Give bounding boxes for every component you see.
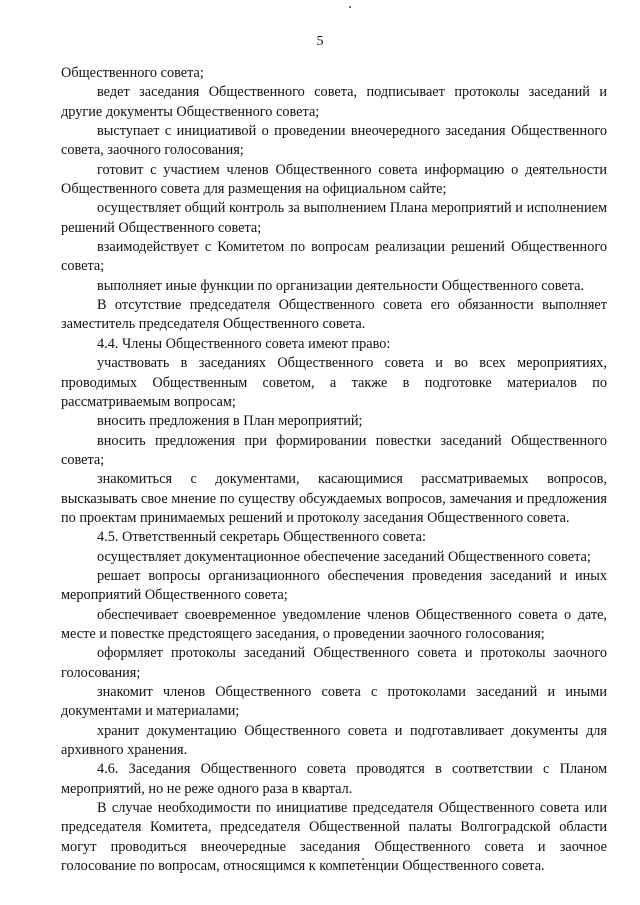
paragraph: 4.6. Заседания Общественного совета проводятся в соответствии с Планом мероприятий, но не реже одного раза в квартал. <box>61 761 607 797</box>
paragraph: вносить предложения при формировании повестки заседаний Общественного совета; <box>61 432 607 468</box>
paragraph: решает вопросы организационного обеспечения проведения заседаний и иных мероприятий Общественного совета; <box>61 567 607 604</box>
paragraph: выполняет иные функции по организации деятельности Общественного совета. <box>97 277 585 294</box>
scan-speck <box>349 6 351 8</box>
paragraph: В случае необходимости по инициативе председателя Общественного совета или председателя Комитета, председателя Общественной палаты Волгоградской области могут проводиться внеочередные заседания Общественного совета и заочное голосование по вопросам, относящимся к компетенции Общественного совета. <box>61 800 607 875</box>
paragraph: ведет заседания Общественного совета, подписывает протоколы заседаний и другие документы Общественного совета; <box>61 84 607 120</box>
paragraph: оформляет протоколы заседаний Общественного совета и протоколы заочного голосования; <box>61 645 607 681</box>
paragraph: Общественного совета; <box>61 65 204 81</box>
page-number: 5 <box>316 34 324 49</box>
paragraph: обеспечивает своевременное уведомление членов Общественного совета о дате, месте и повестке предстоящего заседания, о проведении заочного голосования; <box>61 606 607 642</box>
paragraph: готовит с участием членов Общественного совета информацию о деятельности Общественного совета для размещения на официальном сайте; <box>61 161 607 198</box>
paragraph: взаимодействует с Комитетом по вопросам реализации решений Общественного совета; <box>61 239 607 275</box>
paragraph: выступает с инициативой о проведении внеочередного заседания Общественного совета, заочного голосования; <box>61 123 607 159</box>
document-body <box>61 64 607 876</box>
section-heading: 4.5. Ответственный секретарь Общественного совета: <box>97 529 426 546</box>
paragraph: знакомит членов Общественного совета с протоколами заседаний и иными документами и материалами; <box>61 684 607 720</box>
paragraph: В отсутствие председателя Общественного совета его обязанности выполняет заместитель председателя Общественного совета. <box>61 297 607 333</box>
paragraph: вносить предложения в План мероприятий; <box>97 413 363 430</box>
paragraph: осуществляет общий контроль за выполнением Плана мероприятий и исполнением решений Общественного совета; <box>61 200 607 236</box>
paragraph: хранит документацию Общественного совета и подготавливает документы для архивного хранения. <box>61 722 607 759</box>
paragraph: знакомиться с документами, касающимися рассматриваемых вопросов, высказывать свое мнение по существу обсуждаемых вопросов, замечания и предложения по проектам принимаемых решений и протоколу заседания Общественного совета. <box>61 471 607 526</box>
section-heading: 4.4. Члены Общественного совета имеют право: <box>97 335 391 352</box>
paragraph: осуществляет документационное обеспечение заседаний Общественного совета; <box>97 548 591 565</box>
paragraph: участвовать в заседаниях Общественного совета и во всех мероприятиях, проводимых Общественным советом, а также в подготовке материалов по рассматриваемым вопросам; <box>61 355 607 410</box>
